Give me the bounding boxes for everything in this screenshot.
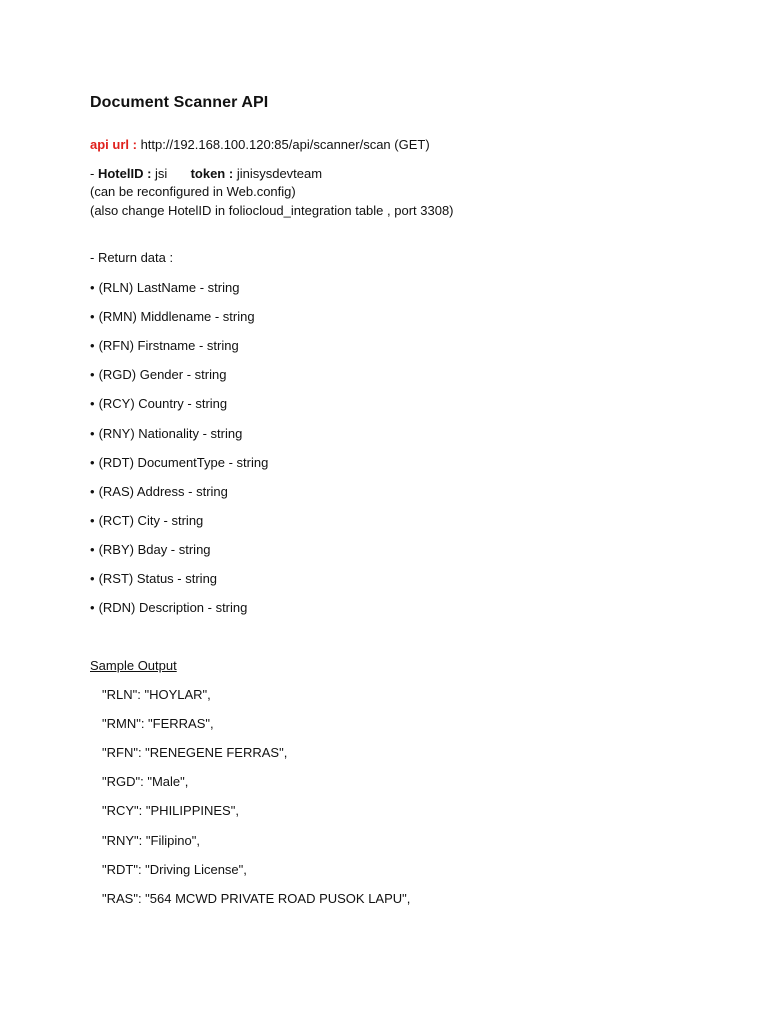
sample-output-line: "RAS": "564 MCWD PRIVATE ROAD PUSOK LAPU", <box>102 891 411 906</box>
bullet-icon: • <box>90 455 95 470</box>
sample-output-line: "RGD": "Male", <box>102 774 189 789</box>
return-data-item-text: (RCY) Country - string <box>98 396 228 411</box>
bullet-icon: • <box>90 600 95 615</box>
return-data-item <box>90 484 228 500</box>
return-data-item <box>90 309 255 325</box>
sample-output-line: "RNY": "Filipino", <box>102 833 200 848</box>
hotel-id-value: jsi <box>155 166 168 181</box>
return-data-item-text: (RDT) DocumentType - string <box>98 455 269 470</box>
return-data-item-text: (RDN) Description - string <box>98 600 248 615</box>
api-url-label: api url : <box>90 137 137 152</box>
config-note-2: (also change HotelID in foliocloud_integration table , port 3308) <box>90 203 454 218</box>
return-data-item <box>90 571 217 587</box>
return-data-item-text: (RAS) Address - string <box>98 484 228 499</box>
return-data-item <box>90 600 247 616</box>
return-data-item <box>90 513 203 529</box>
bullet-icon: • <box>90 542 95 557</box>
return-data-item-text: (RFN) Firstname - string <box>98 338 239 353</box>
hotel-token-line <box>90 166 322 182</box>
bullet-icon: • <box>90 309 95 324</box>
token-label: token : <box>190 166 234 181</box>
return-data-item-text: (RNY) Nationality - string <box>98 426 243 441</box>
bullet-icon: • <box>90 338 95 353</box>
bullet-icon: • <box>90 426 95 441</box>
document-title: Document Scanner API <box>90 94 269 111</box>
return-data-item-text: (RMN) Middlename - string <box>98 309 255 324</box>
return-data-item <box>90 367 226 383</box>
bullet-icon: • <box>90 513 95 528</box>
return-data-heading: - Return data : <box>90 250 174 265</box>
sample-output-line: "RCY": "PHILIPPINES", <box>102 803 239 818</box>
return-data-item-text: (RST) Status - string <box>98 571 218 586</box>
return-data-item <box>90 542 211 558</box>
return-data-item <box>90 426 242 442</box>
token-value: jinisysdevteam <box>236 166 323 181</box>
return-data-item-text: (RBY) Bday - string <box>98 542 211 557</box>
hotel-id-label: HotelID : <box>97 166 152 181</box>
sample-output-line: "RDT": "Driving License", <box>102 862 247 877</box>
config-dash: - <box>90 166 95 181</box>
sample-output-line: "RFN": "RENEGENE FERRAS", <box>102 745 288 760</box>
return-data-item <box>90 280 239 296</box>
config-note-1: (can be reconfigured in Web.config) <box>90 184 296 199</box>
bullet-icon: • <box>90 367 95 382</box>
return-data-item <box>90 338 239 354</box>
sample-output-line: "RMN": "FERRAS", <box>102 716 214 731</box>
api-url-value: http://192.168.100.120:85/api/scanner/scan (GET) <box>140 137 430 152</box>
api-url-line <box>90 137 430 153</box>
sample-output-heading: Sample Output <box>90 658 177 673</box>
return-data-item-text: (RGD) Gender - string <box>98 367 227 382</box>
return-data-item <box>90 455 268 471</box>
return-data-item-text: (RCT) City - string <box>98 513 204 528</box>
bullet-icon: • <box>90 484 95 499</box>
bullet-icon: • <box>90 396 95 411</box>
sample-output-line: "RLN": "HOYLAR", <box>102 687 211 702</box>
return-data-item-text: (RLN) LastName - string <box>98 280 240 295</box>
bullet-icon: • <box>90 571 95 586</box>
return-data-item <box>90 396 227 412</box>
bullet-icon: • <box>90 280 95 295</box>
